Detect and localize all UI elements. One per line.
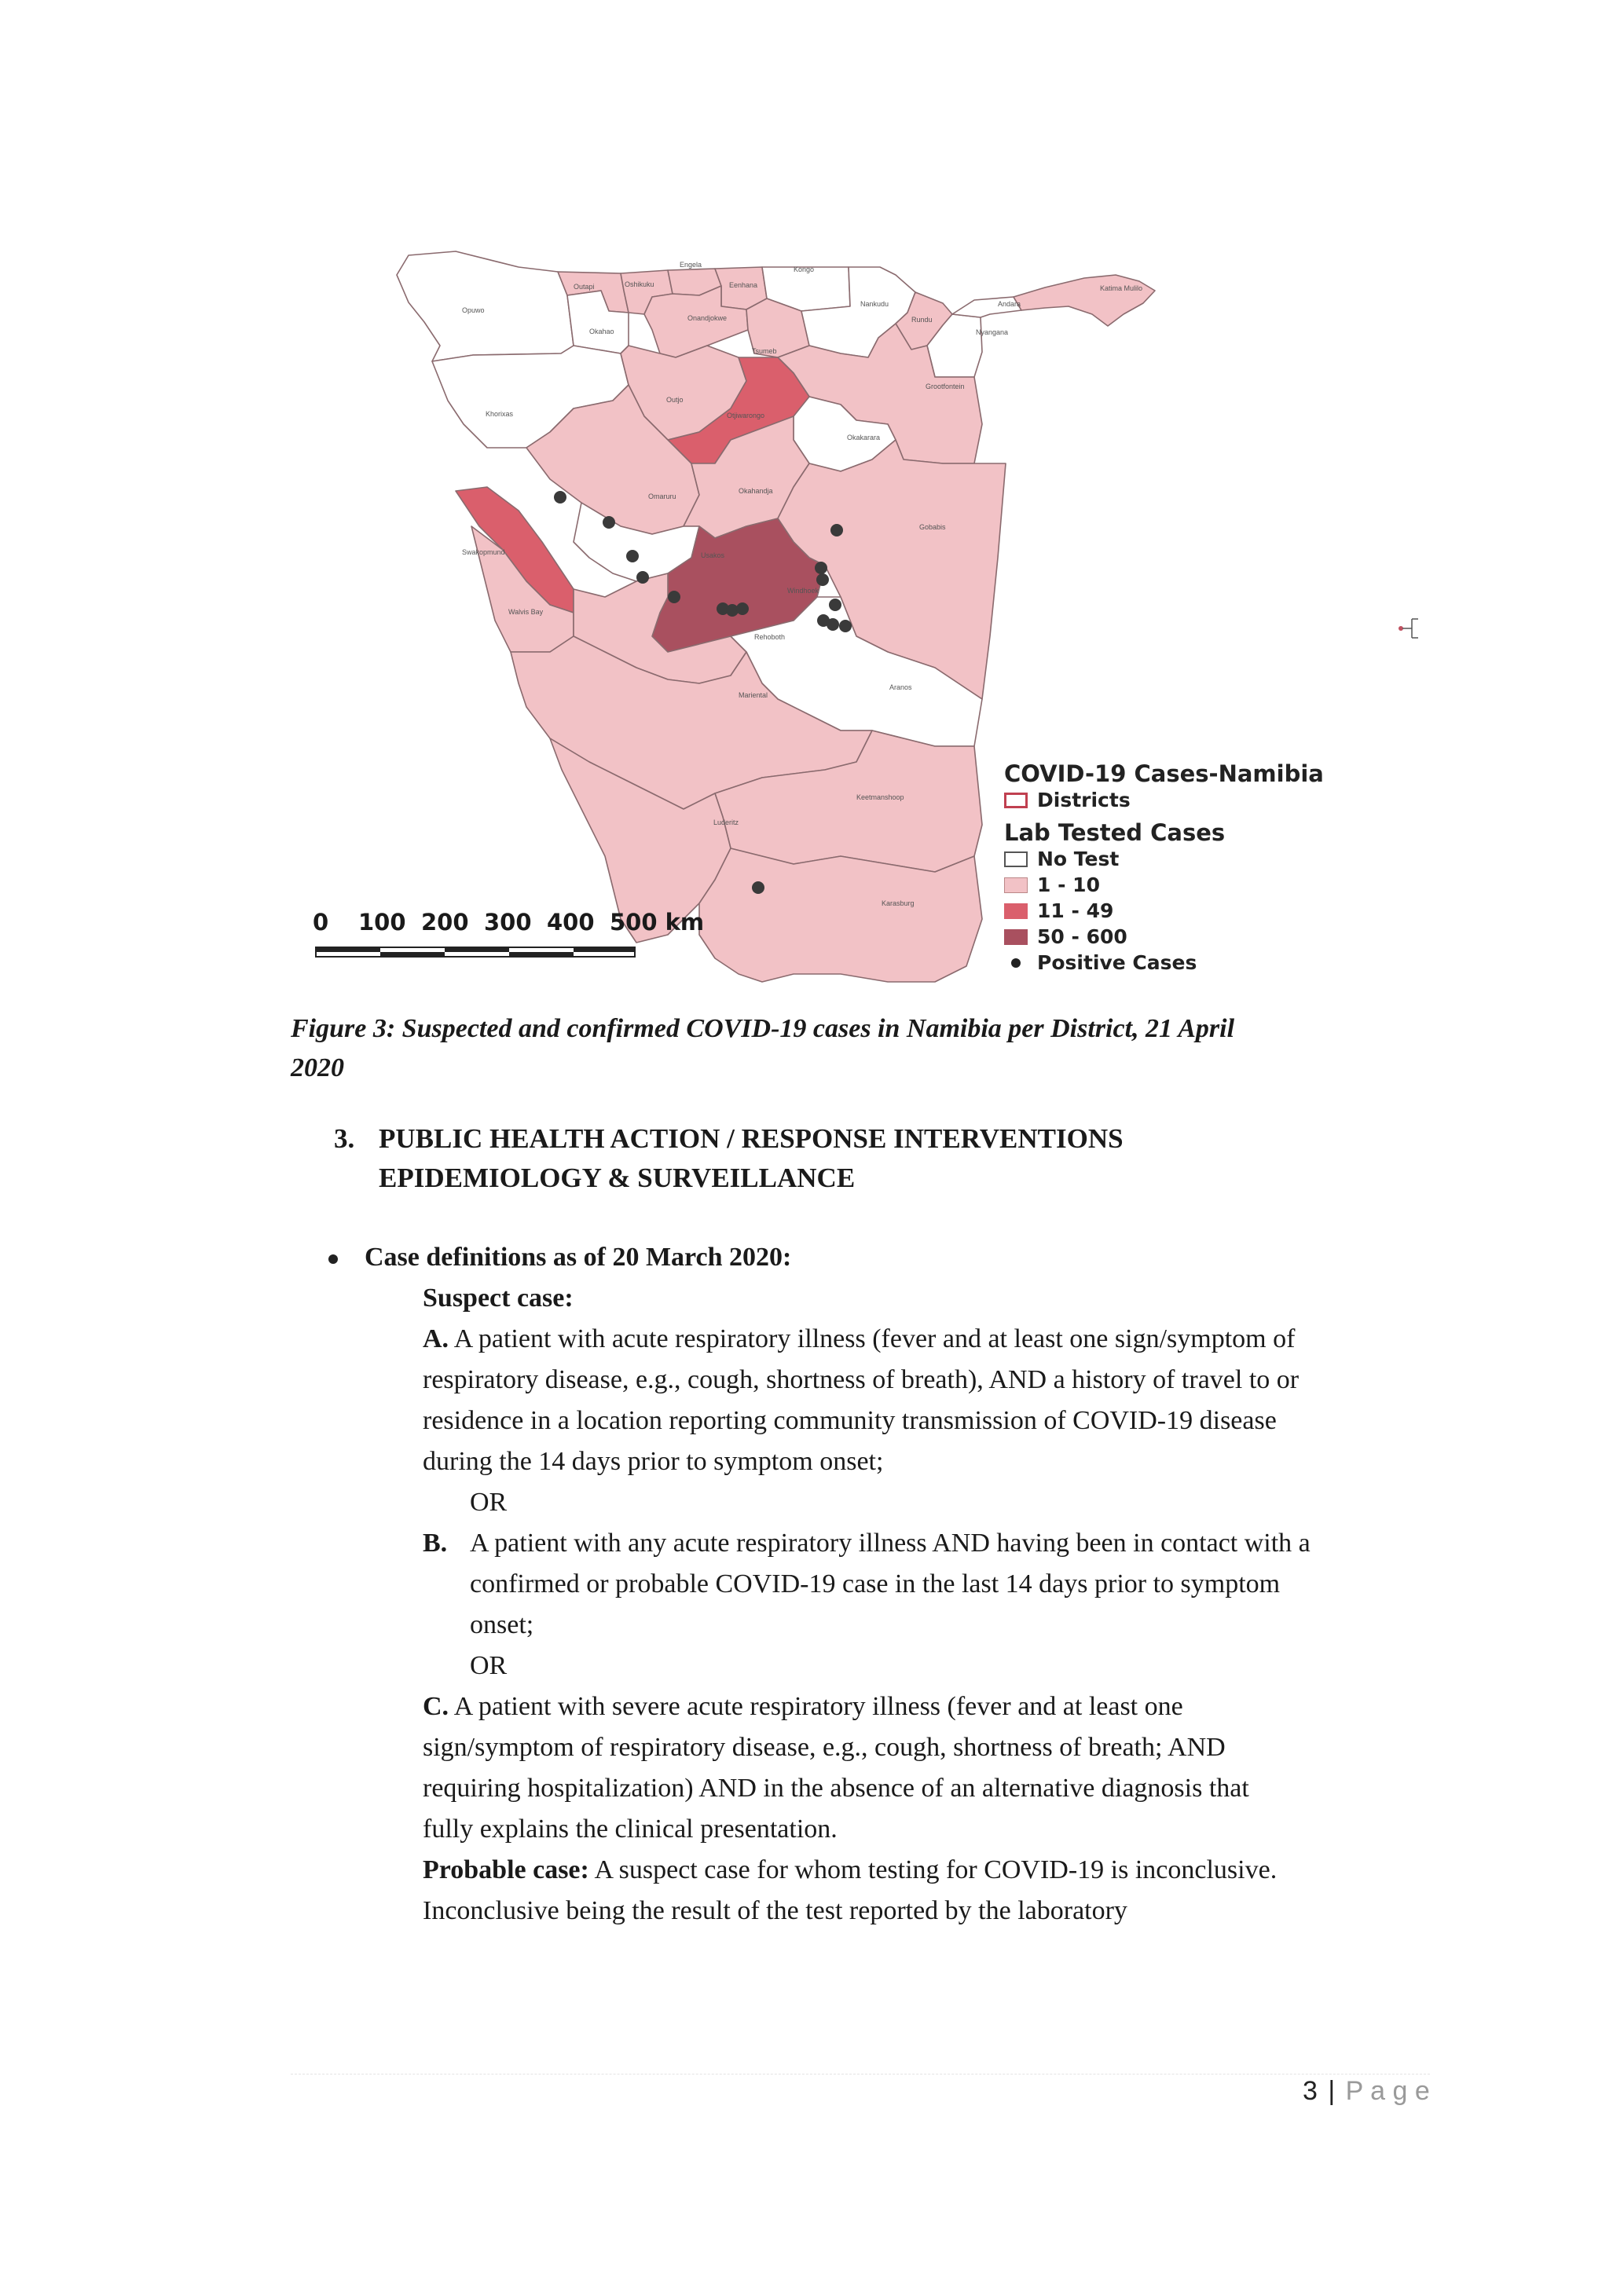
definition-b: B. A patient with any acute respiratory illness AND having been in contact with a confirmed or probable COVID-19 case in the last 14 days prior to symptom onset; bbox=[423, 1529, 1311, 1639]
svg-text:Kongo: Kongo bbox=[794, 265, 815, 273]
page-footer bbox=[1303, 2076, 1430, 2107]
legend-item-no-test: No Test bbox=[1004, 846, 1366, 872]
svg-text:Onandjokwe: Onandjokwe bbox=[687, 314, 728, 322]
district-opuwo bbox=[397, 251, 574, 361]
svg-text:Tsumeb: Tsumeb bbox=[752, 347, 777, 355]
svg-text:Swakopmund: Swakopmund bbox=[462, 548, 505, 556]
suspect-case-label: Suspect case: bbox=[423, 1283, 574, 1313]
legend-swatch-districts bbox=[1004, 793, 1028, 808]
positive-case-dot bbox=[636, 571, 649, 584]
positive-case-dot bbox=[668, 591, 680, 603]
svg-text:Oshikuku: Oshikuku bbox=[625, 280, 654, 288]
legend-item-11-49: 11 - 49 bbox=[1004, 898, 1366, 924]
probable-case-label: Probable case: bbox=[423, 1855, 589, 1884]
map-legend bbox=[1004, 760, 1366, 976]
svg-text:Karasburg: Karasburg bbox=[882, 899, 915, 907]
svg-text:Windhoek: Windhoek bbox=[787, 587, 819, 595]
page-separator: | bbox=[1328, 2076, 1336, 2106]
positive-case-dot bbox=[554, 491, 566, 504]
svg-text:Engela: Engela bbox=[680, 261, 702, 269]
positive-case-dot bbox=[603, 516, 615, 529]
page-number: 3 bbox=[1303, 2076, 1318, 2106]
definition-a: A. A patient with acute respiratory illness (fever and at least one sign/symptom of respiratory disease, e.g., cough, shortness of breath), AND a history of travel to or residence in a location reporting community transmission of COVID-19 disease during the 14 days prior to symptom onset; bbox=[423, 1324, 1300, 1476]
legend-subtitle: Lab Tested Cases bbox=[1004, 819, 1226, 846]
positive-case-dot bbox=[736, 602, 749, 615]
legend-swatch bbox=[1004, 903, 1028, 919]
svg-text:Opuwo: Opuwo bbox=[462, 306, 485, 314]
bullet-heading: Case definitions as of 20 March 2020: bbox=[328, 1237, 791, 1278]
positive-case-dot bbox=[830, 524, 843, 536]
svg-text:Mariental: Mariental bbox=[739, 691, 768, 699]
svg-text:Eenhana: Eenhana bbox=[729, 281, 758, 289]
legend-dot-icon bbox=[1011, 958, 1021, 968]
or-separator: OR bbox=[470, 1651, 508, 1680]
case-definitions bbox=[423, 1278, 1538, 1932]
district-katima-mulilo bbox=[1014, 275, 1155, 326]
figure-caption: Figure 3: Suspected and confirmed COVID-19 cases in Namibia per District, 21 April 2020 bbox=[291, 1014, 1235, 1082]
positive-case-dot bbox=[816, 573, 829, 586]
svg-text:Rehoboth: Rehoboth bbox=[754, 633, 786, 641]
svg-text:Grootfontein: Grootfontein bbox=[926, 383, 965, 390]
section-title-line2: EPIDEMIOLOGY & SURVEILLANCE bbox=[379, 1163, 856, 1193]
positive-case-dot bbox=[752, 881, 764, 894]
page-word: P a g e bbox=[1345, 2076, 1430, 2106]
svg-text:Luderitz: Luderitz bbox=[713, 818, 739, 826]
legend-title: COVID-19 Cases-Namibia bbox=[1004, 760, 1324, 787]
bullet-icon bbox=[328, 1254, 338, 1264]
svg-text:Keetmanshoop: Keetmanshoop bbox=[856, 793, 904, 801]
svg-text:Katima Mulilo: Katima Mulilo bbox=[1100, 284, 1143, 292]
legend-districts: Districts bbox=[1004, 787, 1366, 813]
svg-text:Outapi: Outapi bbox=[574, 283, 595, 291]
svg-text:Andara: Andara bbox=[998, 300, 1021, 308]
or-separator: OR bbox=[470, 1488, 508, 1517]
svg-text:Okahandja: Okahandja bbox=[739, 487, 773, 495]
svg-text:Okakarara: Okakarara bbox=[847, 434, 881, 441]
margin-mark-icon bbox=[1395, 611, 1426, 643]
positive-case-dot bbox=[626, 550, 639, 562]
svg-text:Gobabis: Gobabis bbox=[919, 523, 946, 531]
section-title-line1: PUBLIC HEALTH ACTION / RESPONSE INTERVENTIONS bbox=[379, 1123, 1124, 1154]
svg-text:Rundu: Rundu bbox=[911, 316, 933, 324]
positive-case-dot bbox=[815, 562, 827, 574]
legend-item-1-10: 1 - 10 bbox=[1004, 872, 1366, 898]
svg-text:Usakos: Usakos bbox=[701, 551, 725, 559]
section-heading bbox=[334, 1119, 1512, 1198]
scale-bar bbox=[316, 946, 638, 958]
scale-bar-labels: 0 100 200 300 400 500 km bbox=[313, 909, 705, 936]
svg-text:Aranos: Aranos bbox=[889, 683, 912, 691]
svg-text:Otjiwarongo: Otjiwarongo bbox=[727, 412, 765, 419]
positive-case-dot bbox=[839, 620, 852, 632]
legend-swatch bbox=[1004, 929, 1028, 945]
probable-case: Probable case: A suspect case for whom testing for COVID-19 is inconclusive. Inconclusive being the result of the test reported by the laboratory bbox=[423, 1855, 1278, 1925]
svg-text:Nyangana: Nyangana bbox=[976, 328, 1009, 336]
svg-text:Khorixas: Khorixas bbox=[486, 410, 514, 418]
legend-swatch bbox=[1004, 877, 1028, 893]
svg-text:Outjo: Outjo bbox=[666, 396, 684, 404]
section-number: 3. bbox=[334, 1123, 355, 1154]
svg-text:Omaruru: Omaruru bbox=[648, 493, 676, 500]
legend-swatch bbox=[1004, 851, 1028, 867]
legend-item-positive: Positive Cases bbox=[1004, 950, 1366, 976]
positive-case-dot bbox=[827, 618, 839, 631]
definition-c: C. A patient with severe acute respiratory illness (fever and at least one sign/symptom of respiratory disease, e.g., cough, shortness of breath; AND requiring hospitalization) AND in the absence of an alternative diagnosis that fully explains the clinical presentation. bbox=[423, 1692, 1249, 1844]
svg-text:Nankudu: Nankudu bbox=[860, 300, 889, 308]
legend-item-50-600: 50 - 600 bbox=[1004, 924, 1366, 950]
positive-case-dot bbox=[829, 599, 841, 611]
svg-text:Okahao: Okahao bbox=[589, 328, 614, 335]
svg-text:Walvis Bay: Walvis Bay bbox=[508, 608, 544, 616]
